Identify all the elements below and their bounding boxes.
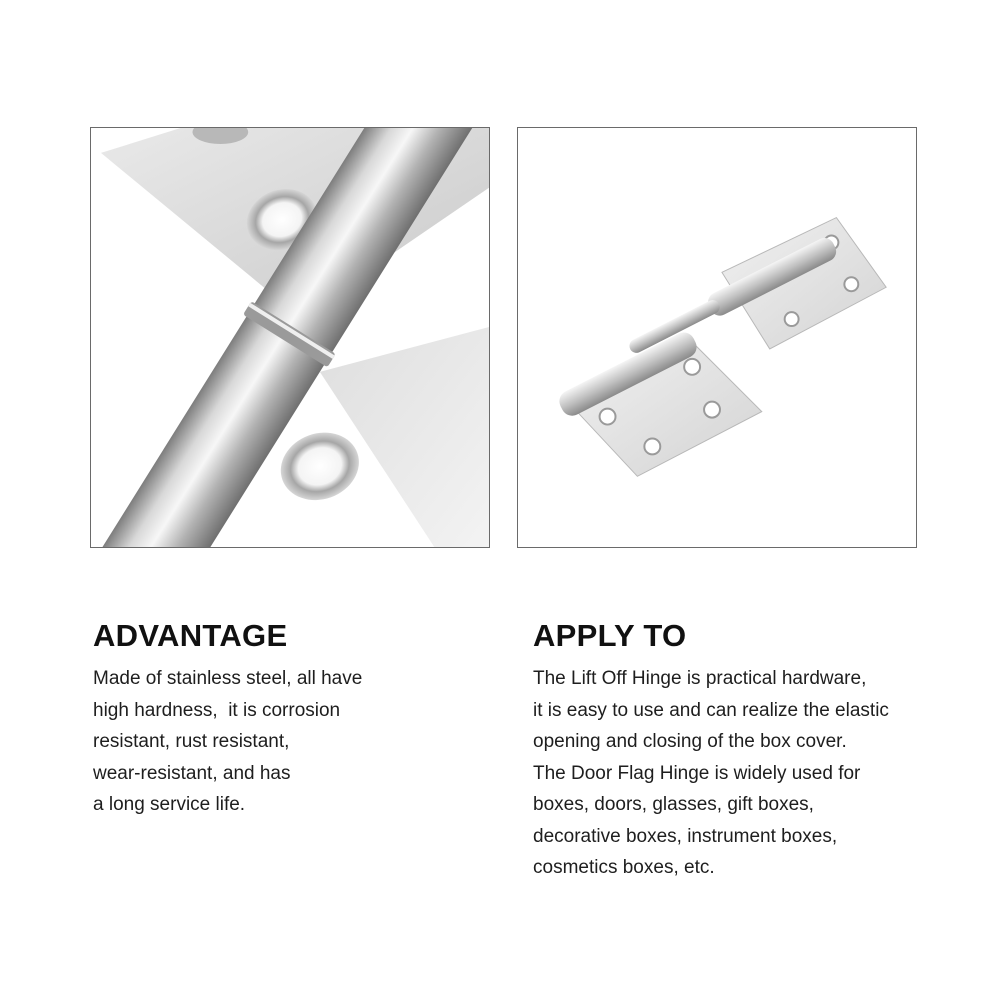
leaf-hole [684,359,700,375]
lift-off-hinge-illustration [518,128,916,547]
advantage-line: wear-resistant, and has [93,762,291,784]
apply-to-line: opening and closing of the box cover. [533,731,847,752]
advantage-line: a long service life. [93,794,246,815]
advantage-line: Made of stainless steel, all have [93,668,363,689]
apply-to-section [533,617,973,884]
leaf-hole [704,402,720,418]
leaf-hole [785,312,799,326]
apply-to-line: it is easy to use and can realize the elastic [533,699,889,721]
leaf-hole [644,438,660,454]
lower-leaf-plate [320,327,489,547]
advantage-section [93,617,493,821]
apply-to-line: decorative boxes, instrument boxes, [533,825,838,847]
screw-hole [271,422,368,511]
lift-off-hinge-photo [517,127,917,548]
apply-to-line: cosmetics boxes, etc. [533,857,715,878]
apply-to-line: The Lift Off Hinge is practical hardware, [533,668,867,689]
apply-to-line: boxes, doors, glasses, gift boxes, [533,794,814,815]
hinge-closeup-illustration [91,128,489,547]
leaf-hole [844,277,858,291]
leaf-hole [600,409,616,425]
hinge-closeup-photo [90,127,490,548]
advantage-heading: ADVANTAGE [93,618,288,653]
advantage-text [93,663,493,821]
apply-to-heading: APPLY TO [533,618,687,653]
apply-to-text [533,663,973,884]
advantage-line: high hardness, it is corrosion [93,699,341,721]
apply-to-line: The Door Flag Hinge is widely used for [533,762,861,784]
advantage-line: resistant, rust resistant, [93,731,290,752]
